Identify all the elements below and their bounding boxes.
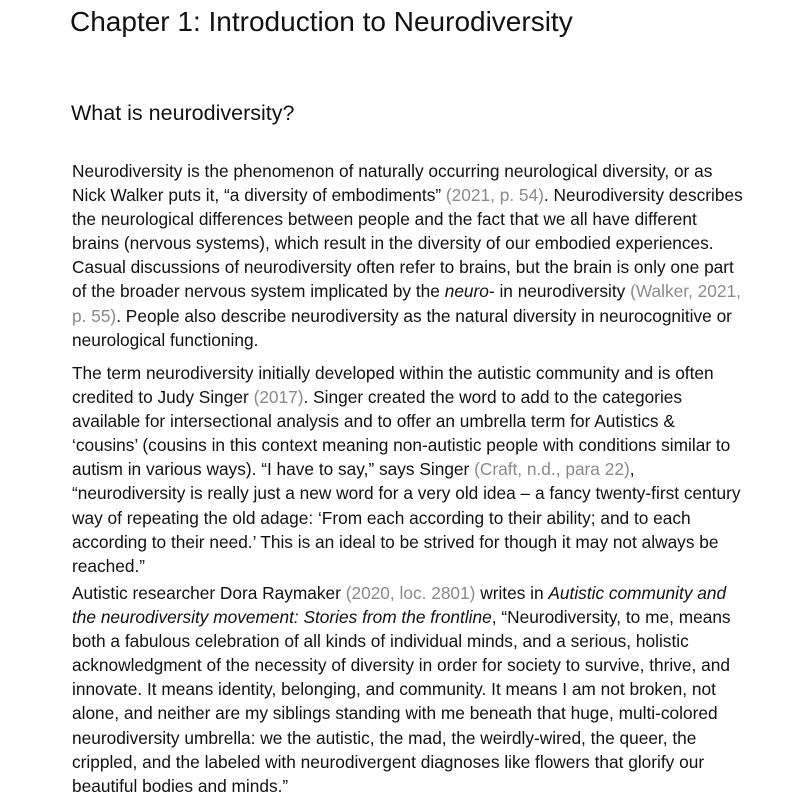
chapter-title: Chapter 1: Introduction to Neurodiversity [70, 6, 573, 37]
paragraph-definition [72, 159, 743, 352]
text-line [72, 581, 731, 605]
text-segment: beautiful bodies and minds.” [72, 775, 289, 796]
text-line [72, 530, 740, 554]
text-line [72, 726, 731, 750]
text-line [72, 183, 743, 207]
text-line [72, 304, 743, 328]
text-line [72, 554, 740, 578]
text-segment: Autistic researcher Dora Raymaker [72, 583, 346, 603]
citation: (2017) [253, 387, 304, 408]
text-line [72, 385, 740, 409]
text-segment: acknowledgment of the necessity of diversity in order for society to survive, thrive, and [72, 655, 730, 676]
text-segment: neurodiversity umbrella: we the autistic, the mad, the weirdly-wired, the queer, the [72, 727, 697, 748]
text-segment: , “Neurodiversity, to me, means [491, 607, 731, 628]
text-segment: autism in various ways). “I have to say,” says Singer [72, 459, 475, 480]
text-segment: . Neurodiversity describes [543, 185, 743, 206]
text-segment: , [629, 459, 635, 480]
text-line [72, 255, 743, 279]
text-line [72, 481, 740, 505]
text-segment: “neurodiversity is really just a new word for a very old idea – a fancy twenty-first century [72, 483, 741, 504]
paragraph-raymaker-quote [72, 581, 731, 798]
text-segment: - in neurodiversity [488, 281, 631, 302]
text-segment: writes in [475, 583, 549, 603]
text-segment: available for intersectional analysis and to offer an umbrella term for Autistics & [72, 411, 675, 432]
text-segment: ‘cousins’ (cousins in this context meaning non-autistic people with conditions similar to [72, 435, 731, 456]
text-line [72, 433, 740, 457]
text-segment: according to their need.’ This is an ideal to be strived for though it may not always be [72, 531, 719, 552]
text-line [72, 207, 743, 231]
text-line [72, 677, 731, 701]
text-line [72, 409, 740, 433]
text-segment: . Singer created the word to add to the categories [303, 387, 683, 408]
text-line [72, 159, 743, 183]
text-line [72, 629, 731, 653]
text-segment: Nick Walker puts it, “a diversity of embodiments” [72, 185, 446, 206]
text-line [72, 361, 740, 385]
citation: (Walker, 2021, [630, 281, 741, 302]
text-segment: of the broader nervous system implicated by the [72, 281, 445, 302]
italic-text: Autistic community and [548, 583, 727, 603]
citation: (2021, p. 54) [445, 185, 544, 206]
text-segment: neurological functioning. [72, 329, 259, 350]
text-segment: way of repeating the old adage: ‘From each according to their ability; and to each [72, 507, 691, 528]
text-line [72, 506, 740, 530]
text-segment: Neurodiversity is the phenomenon of naturally occurring neurological diversity, or as [72, 161, 713, 181]
text-line [72, 701, 731, 725]
text-segment: both a fabulous celebration of all kinds of individual minds, and a serious, holistic [72, 631, 689, 652]
text-line [72, 457, 740, 481]
text-segment: credited to Judy Singer [72, 387, 254, 408]
text-segment: reached.” [72, 555, 146, 576]
citation: (2020, loc. 2801) [345, 583, 476, 603]
text-line [72, 774, 731, 798]
text-line [72, 231, 743, 255]
citation: p. 55) [72, 305, 117, 326]
text-line [72, 605, 731, 629]
text-line [72, 279, 743, 303]
text-segment: The term neurodiversity initially developed within the autistic community and is often [72, 363, 714, 383]
paragraph-origin [72, 361, 740, 578]
section-heading: What is neurodiversity? [71, 101, 295, 125]
text-segment: crippled, and the labeled with neurodivergent diagnoses like flowers that glorify our [72, 751, 705, 772]
text-segment: innovate. It means identity, belonging, and community. It means I am not broken, not [72, 679, 716, 700]
text-line [72, 328, 743, 352]
citation: (Craft, n.d., para 22) [474, 459, 630, 480]
text-line [72, 653, 731, 677]
text-segment: . People also describe neurodiversity as the natural diversity in neurocognitive or [116, 305, 732, 326]
text-segment: alone, and neither are my siblings standing with me beneath that huge, multi-colored [72, 703, 718, 724]
text-segment: brains (nervous systems), which result in the diversity of our embodied experiences. [72, 233, 714, 254]
text-line [72, 750, 731, 774]
text-segment: the neurological differences between people and the fact that we all have different [72, 209, 697, 230]
italic-text: neuro [444, 281, 489, 302]
italic-text: the neurodiversity movement: Stories from the frontline [72, 607, 492, 628]
text-segment: Casual discussions of neurodiversity often refer to brains, but the brain is only one part [72, 257, 734, 278]
